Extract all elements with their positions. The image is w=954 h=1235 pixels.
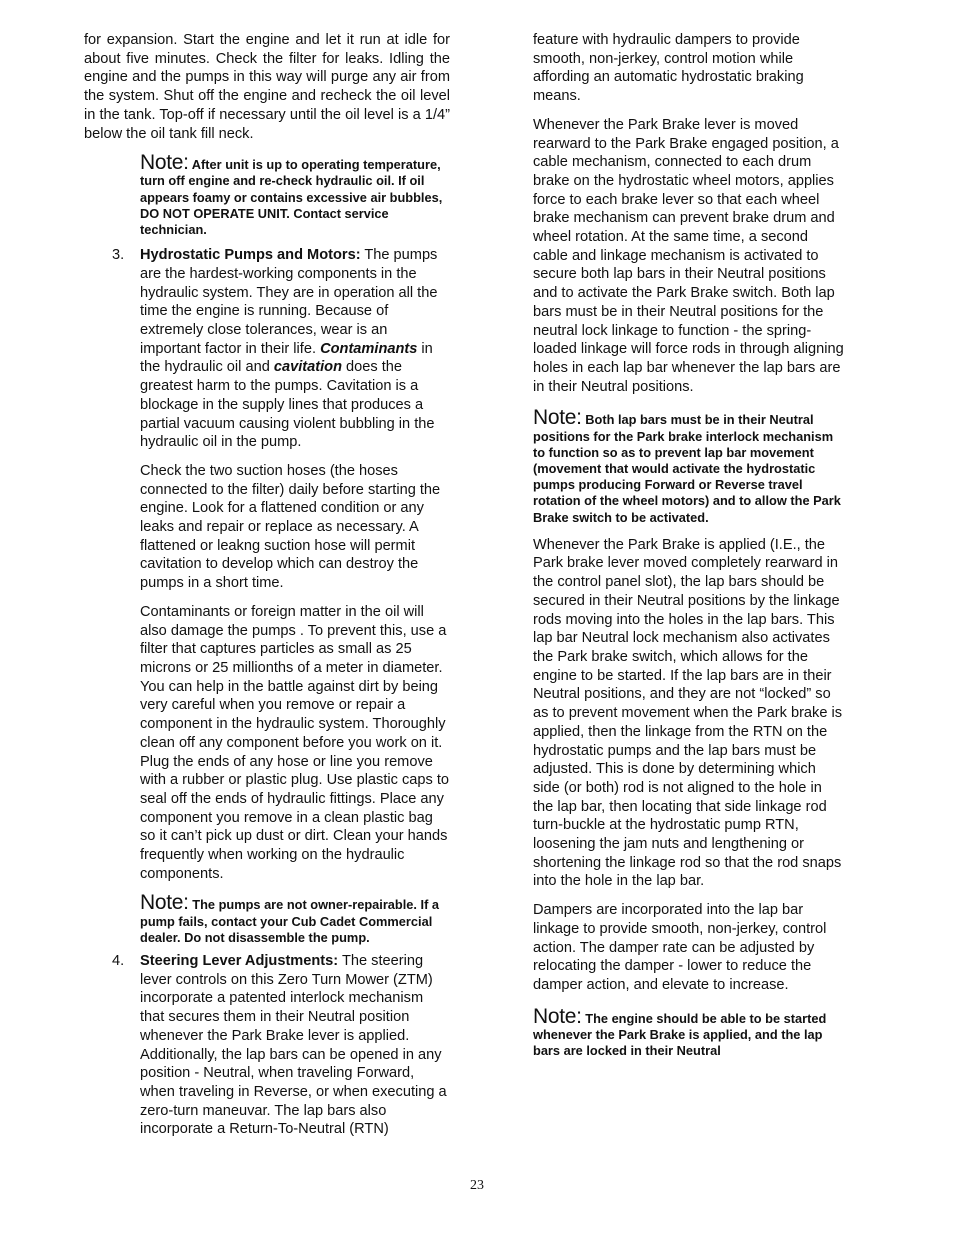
note-text: The pumps are not owner-repairable. If a pump fails, contact your Cub Cadet Commercial dealer. Do not disassemble the pump. (140, 897, 440, 945)
left-column (84, 31, 450, 1139)
list-number: 4. (112, 953, 125, 970)
note-label: Note: (533, 1004, 582, 1028)
list-item-steering-lever: 4. Steering Lever Adjustments: The steering lever controls on this Zero Turn Mower (ZTM) incorporate a patented interlock mechanism that secures them in their Neutral position whenever the Park Brake lever is applied. Additionally, the lap bars can be opened in any position - Neutral, when traveling Forward, when traveling in Reverse, or when executing a zero-turn maneuvar. The lap bars also incorporate a Return-To-Neutral (RTN) (112, 953, 447, 1138)
item-heading: Steering Lever Adjustments: (140, 953, 339, 970)
note-pumps-not-repairable (84, 891, 450, 946)
page-number: 23 (470, 1178, 484, 1193)
note-text: Both lap bars must be in their Neutral positions for the Park brake interlock mechanism to function so as to prevent lap bar movement (movement that would activate the hydrostatic pumps producing Forward or Reverse travel rotation of the wheel motors) and to allow the Park Brake switch to be activated. (533, 412, 841, 525)
note-text: After unit is up to operating temperature, turn off engine and re-check hydraulic oil. If oil appears foamy or contains excessive air bubbles, DO NOT OPERATE UNIT. Contact service technician. (140, 157, 443, 238)
note-engine-start (533, 1004, 845, 1060)
dampers-paragraph: Dampers are incorporated into the lap bar linkage to provide smooth, non-jerkey, control action. The damper rate can be adjusted by relocating the damper - lower to reduce the damper action, and elevate to increase. (533, 902, 827, 993)
intro-paragraph: for expansion. Start the engine and let it run at idle for about five minutes. Check the filter for leaks. Idling the engine and the pumps in this way will purge any air from the system. Shut off the engine and recheck the oil level in the tank. Top-off if necessary until the oil level is a 1/4” below the oil tank fill neck. (84, 32, 450, 142)
park-brake-paragraph: Whenever the Park Brake lever is moved rearward to the Park Brake engaged position, a cable mechanism, connected to each drum brake on the hydrostatic wheel motors, applies force to each brake lever so that each wheel brake mechanism can prevent brake drum and wheel rotation. At the same time, a second cable and linkage mechanism is activated to secure both lap bars in their Neutral positions and to activate the Park Brake switch. Both lap bars must be in their Neutral positions for the neutral lock linkage to function - the spring-loaded linkage will force rods in through aligning holes in each lap bar whenever the lap bars are in their Neutral positions. (533, 116, 844, 395)
list-item-hydrostatic-pumps: 3. Hydrostatic Pumps and Motors: The pumps are the hardest-working components in the hydraulic system. They are in operation all the time the engine is running. Because of extremely close tolerances, wear is an important factor in their life. Contaminants in the hydraulic oil and cavitation does the greatest harm to the pumps. Cavitation is a blockage in the supply lines that produces a partial vacuum causing violent bubbling in the hydraulic oil in the pump. (112, 247, 438, 451)
suction-hoses-paragraph: Check the two suction hoses (the hoses connected to the filter) daily before starting the engine. Look for a flattened condition or any leaks and repair or replace as necessary. A flattened or leakng suction hose will permit cavitation to develop which can destroy the pumps in a short time. (140, 462, 441, 592)
note-lap-bars-neutral (533, 406, 845, 525)
note-label: Note: (533, 406, 582, 430)
note-label: Note: (140, 891, 189, 915)
note-text: The engine should be able to be started whenever the Park Brake is applied, and the lap bars are locked in their Neutral (533, 1010, 827, 1059)
note-label: Note: (140, 151, 189, 175)
rtn-feature-paragraph: feature with hydraulic dampers to provide smooth, non-jerkey, control motion while affording an automatic hydrostatic braking means. (533, 32, 804, 105)
item-heading: Hydrostatic Pumps and Motors: (140, 247, 361, 264)
right-column (533, 31, 845, 1059)
lap-bar-lock-paragraph: Whenever the Park Brake is applied (I.E., the Park brake lever moved completely rearward in the control panel slot), the lap bars should be secured in their Neutral positions by the linkage rods moving into the holes in the lap bars. This lap bar Neutral lock mechanism also activates the Park brake switch, which allows for the engine to be started. If the lap bars are in their Neutral positions, and they are not “locked” so as to prevent movement when the Park brake is applied, then the linkage from the RTN on the hydrostatic pumps and the lap bars must be adjusted. This is done by determining which side (or both) rod is not aligned to the hole in the lap bar, then locating that side linkage rod turn-buckle at the hydrostatic pump RTN, loosening the jam nuts and lengthening or shortening the linkage rod so that the rod snaps into the hole in the lap bar. (533, 536, 843, 890)
list-number: 3. (112, 247, 125, 264)
emphasis-contaminants: Contaminants (320, 340, 418, 357)
contaminants-paragraph: Contaminants or foreign matter in the oil will also damage the pumps . To prevent this, use a filter that captures particles as small as 25 microns or 25 millionths of a meter in diameter. You can help in the battle against dirt by being very careful when you remove or repair a component in the hydraulic system. Thoroughly clean off any component before you work on it. Plug the ends of any hose or line you remove with a rubber or plastic plug. Use plastic caps to seal off the ends of hydraulic fittings. Place any component you remove in a clean plastic bag so it can’t pick up dust or dirt. Clean your hands frequently when working on the hydraulic components. (140, 603, 450, 882)
emphasis-cavitation: cavitation (273, 359, 342, 376)
note-operating-temperature (84, 151, 450, 238)
